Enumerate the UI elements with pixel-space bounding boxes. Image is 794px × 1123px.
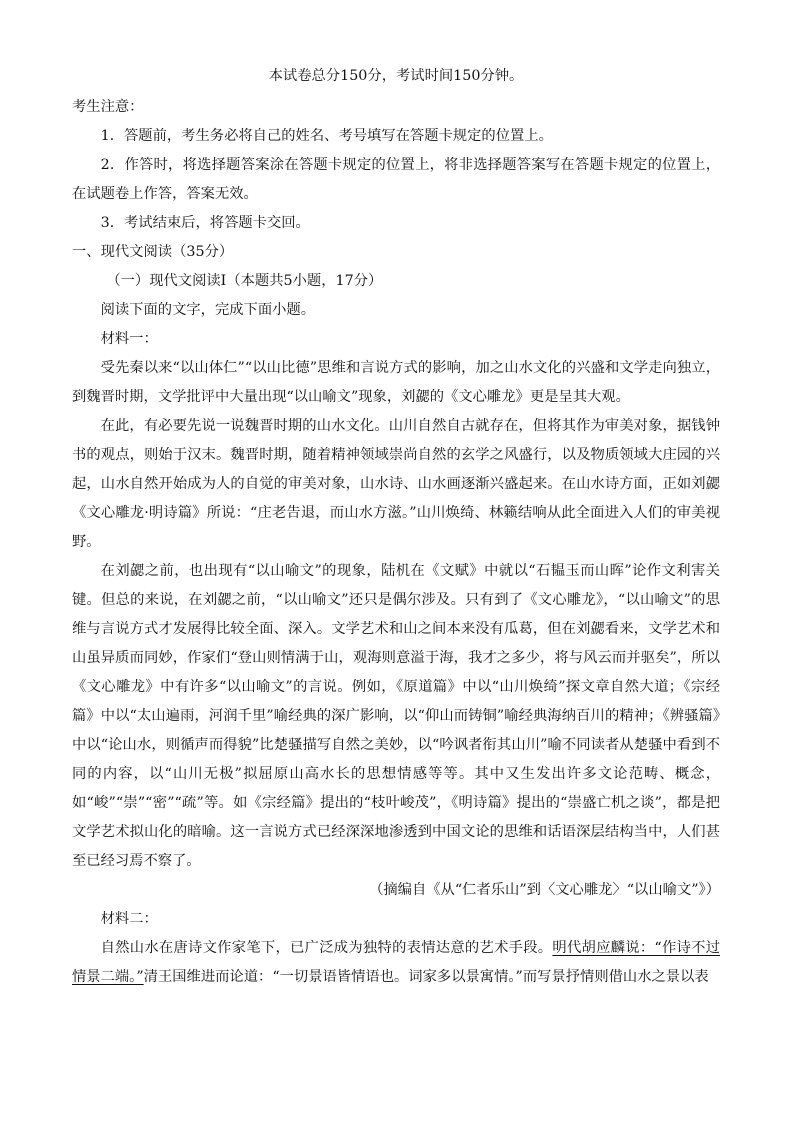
- exam-page: [72, 62, 720, 992]
- material1-paragraph-1: 受先秦以来“以山体仁”“以山比德”思维和言说方式的影响，加之山水文化的兴盛和文学走向独立，到魏晋时期，文学批评中大量出现“以山喻文”现象，刘勰的《文心雕龙》更是呈其大观。: [72, 360, 720, 405]
- subsection-title: （一）现代文阅读Ⅰ（本题共5小题，17分）: [106, 273, 383, 289]
- material1-label: 材料一：: [100, 331, 158, 347]
- section-title: 一、现代文阅读（35分）: [72, 244, 234, 260]
- material2-text-start: 自然山水在唐诗文作家笔下，已广泛成为独特的表情达意的艺术手段。: [100, 940, 553, 956]
- exam-info: 本试卷总分150分，考试时间150分钟。: [268, 68, 524, 84]
- notice-title: 考生注意：: [72, 99, 144, 115]
- material2-label: 材料二：: [100, 911, 158, 927]
- notice-item-2: 2．作答时，将选择题答案涂在答题卡规定的位置上，将非选择题答案写在答题卡规定的位置上，在试题卷上作答，答案无效。: [72, 157, 720, 202]
- material2-text-end: 清王国维进而论道：“一切景语皆情语也。词家多以景寓情。”而写景抒情则借山水之景以表: [143, 969, 709, 985]
- material1-source: （摘编自《从“仁者乐山”到〈文心雕龙〉“以山喻文”》）: [369, 882, 720, 898]
- notice-item-3: 3．考试结束后，将答题卡交回。: [100, 215, 310, 231]
- notice-item-1: 1．答题前，考生务必将自己的姓名、考号填写在答题卡规定的位置上。: [100, 128, 553, 144]
- material1-paragraph-3: 在刘勰之前，也出现有“以山喻文”的现象，陆机在《文赋》中就以“石韫玉而山晖”论作文利害关键。但总的来说，在刘勰之前，“以山喻文”还只是偶尔涉及。只有到了《文心雕龙》，“以山喻文”的思维与言说方式才发展得比较全面、深入。文学艺术和山之间本来没有瓜葛，但在刘勰看来，文学艺术和山虽异质而同妙，作家们“登山则情满于山，观海则意溢于海，我才之多少，将与风云而并驱矣”，所以《文心雕龙》中有许多“以山喻文”的言说。例如，《原道篇》中以“山川焕绮”探文章自然大道；《宗经篇》中以“太山遍雨，河润千里”喻经典的深广影响，以“仰山而铸铜”喻经典海纳百川的精神；《辨骚篇》中以“论山水，则循声而得貌”比楚骚描写自然之美妙，以“吟讽者衔其山川”喻不同读者从楚骚中看到不同的内容，以“山川无极”拟屈原山高水长的思想情感等等。其中又生发出许多文论范畴、概念，如“峻”“崇”“密”“疏”等。如《宗经篇》提出的“枝叶峻茂”，《明诗篇》提出的“崇盛亡机之谈”，都是把文学艺术拟山化的暗喻。这一言说方式已经深深地渗透到中国文论的思维和话语深层结构当中，人们甚至已经习焉不察了。: [72, 563, 720, 869]
- material1-paragraph-2: 在此，有必要先说一说魏晋时期的山水文化。山川自然自古就存在，但将其作为审美对象，据钱钟书的观点，则始于汉末。魏晋时期，随着精神领域崇尚自然的玄学之风盛行，以及物质领域大庄园的兴起，山水自然开始成为人的自觉的审美对象，山水诗、山水画逐渐兴盛起来。在山水诗方面，正如刘勰《文心雕龙·明诗篇》所说：“庄老告退，而山水方滋。”山川焕绮、林籁结响从此全面进入人们的审美视野。: [72, 418, 720, 550]
- material2-paragraph-1: [72, 934, 720, 992]
- reading-instruction: 阅读下面的文字，完成下面小题。: [100, 302, 316, 318]
- underlined-quote: 明代胡应麟说：“作诗不过情景二端。”: [72, 940, 720, 985]
